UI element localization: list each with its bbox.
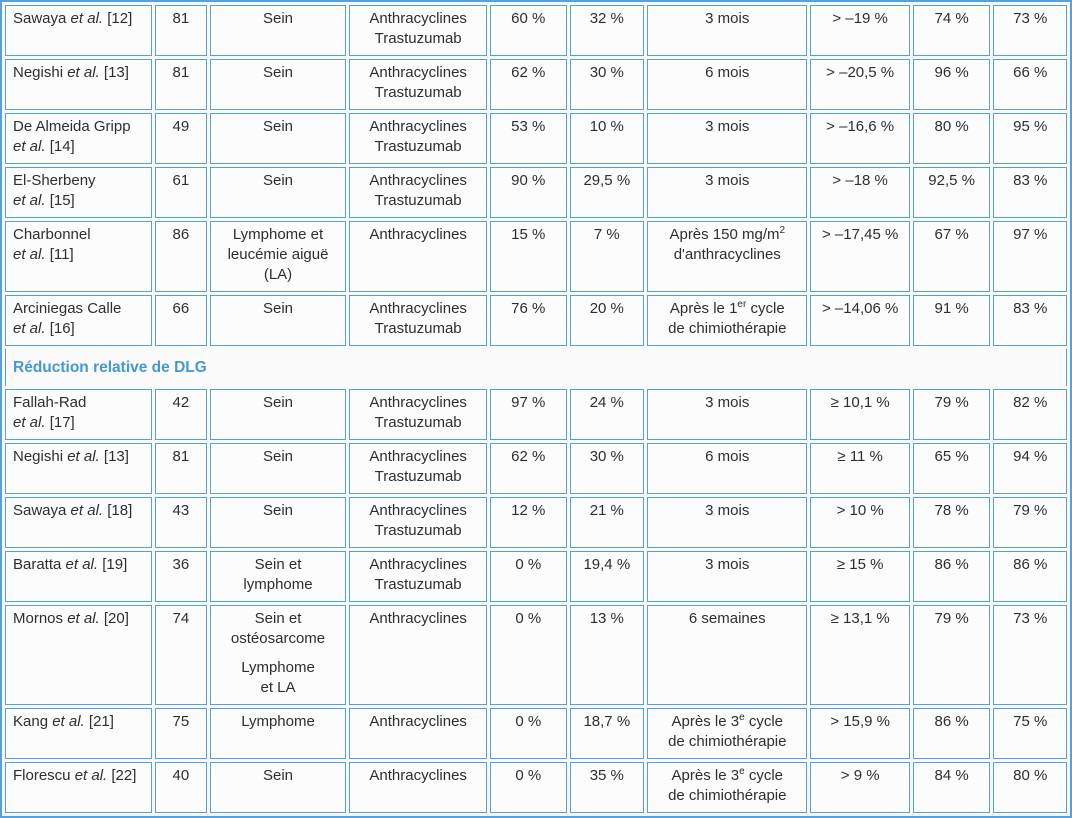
table-cell: Après le 3e cycle de chimiothérapie [647, 762, 807, 813]
table-cell: Après le 3e cycle de chimiothérapie [647, 708, 807, 759]
table-cell: > 10 % [810, 497, 909, 548]
study-cell: De Almeida Gripp et al. [14] [5, 113, 152, 164]
table-cell: 6 mois [647, 443, 807, 494]
table-cell: > –14,06 % [810, 295, 909, 346]
table-cell: 81 [155, 59, 207, 110]
table-cell: 86 % [913, 551, 991, 602]
table-cell: 3 mois [647, 551, 807, 602]
table-cell: Anthracyclines [349, 762, 487, 813]
study-cell: Negishi et al. [13] [5, 443, 152, 494]
table-cell: 13 % [570, 605, 645, 705]
table-cell: Sein [210, 389, 347, 440]
study-cell: Kang et al. [21] [5, 708, 152, 759]
table-cell: 97 % [490, 389, 567, 440]
table-cell: 0 % [490, 708, 567, 759]
table-cell: Anthracyclines Trastuzumab [349, 389, 487, 440]
table-cell: 73 % [993, 605, 1067, 705]
table-cell: 66 [155, 295, 207, 346]
table-cell: 90 % [490, 167, 567, 218]
table-row [5, 708, 1067, 759]
table-cell: 91 % [913, 295, 991, 346]
table-row [5, 221, 1067, 292]
study-cell: Sawaya et al. [12] [5, 5, 152, 56]
table-cell: 97 % [993, 221, 1067, 292]
table-cell: Anthracyclines Trastuzumab [349, 167, 487, 218]
table-cell: 3 mois [647, 113, 807, 164]
table-cell: 0 % [490, 551, 567, 602]
table-cell: Anthracyclines [349, 221, 487, 292]
table-cell: 19,4 % [570, 551, 645, 602]
table-cell: 6 mois [647, 59, 807, 110]
table-cell: 40 [155, 762, 207, 813]
table-cell: 49 [155, 113, 207, 164]
table-cell: 6 semaines [647, 605, 807, 705]
table-row [5, 167, 1067, 218]
table-cell: 12 % [490, 497, 567, 548]
table-cell: > –20,5 % [810, 59, 909, 110]
table-cell: 18,7 % [570, 708, 645, 759]
study-cell: Sawaya et al. [18] [5, 497, 152, 548]
study-cell: Negishi et al. [13] [5, 59, 152, 110]
table-cell: ≥ 13,1 % [810, 605, 909, 705]
table-cell: 75 [155, 708, 207, 759]
table-cell: Anthracyclines [349, 708, 487, 759]
table-cell: Sein et ostéosarcome Lymphome et LA [210, 605, 347, 705]
table-cell: 96 % [913, 59, 991, 110]
table-cell: 79 % [913, 605, 991, 705]
table-cell: 81 [155, 443, 207, 494]
table-cell: Sein [210, 113, 347, 164]
study-cell: Arciniegas Calle et al. [16] [5, 295, 152, 346]
table-cell: 79 % [993, 497, 1067, 548]
table-cell: 10 % [570, 113, 645, 164]
table-cell: Anthracyclines [349, 605, 487, 705]
table-cell: 81 [155, 5, 207, 56]
table-cell: 61 [155, 167, 207, 218]
table-cell: 3 mois [647, 497, 807, 548]
table-cell: 94 % [993, 443, 1067, 494]
table-cell: 7 % [570, 221, 645, 292]
table-cell: 75 % [993, 708, 1067, 759]
table-cell: ≥ 15 % [810, 551, 909, 602]
table-row [5, 762, 1067, 813]
table-cell: 79 % [913, 389, 991, 440]
table-cell: Sein [210, 762, 347, 813]
table-cell: Après le 1er cycle de chimiothérapie [647, 295, 807, 346]
table-row [5, 605, 1067, 705]
table-cell: Sein [210, 295, 347, 346]
table-cell: 15 % [490, 221, 567, 292]
table-cell: 21 % [570, 497, 645, 548]
table-cell: 74 % [913, 5, 991, 56]
table-cell: 29,5 % [570, 167, 645, 218]
table-cell: 3 mois [647, 167, 807, 218]
section-title: Réduction relative de DLG [5, 349, 1067, 386]
table-cell: 3 mois [647, 5, 807, 56]
table-cell: Anthracyclines Trastuzumab [349, 295, 487, 346]
table-cell: 86 % [913, 708, 991, 759]
table-cell: 42 [155, 389, 207, 440]
table-cell: 53 % [490, 113, 567, 164]
table-cell: Lymphome et leucémie aiguë (LA) [210, 221, 347, 292]
table-cell: Sein [210, 167, 347, 218]
table-cell: Anthracyclines Trastuzumab [349, 5, 487, 56]
table-cell: Sein et lymphome [210, 551, 347, 602]
table-cell: 36 [155, 551, 207, 602]
table-cell: 76 % [490, 295, 567, 346]
table-row [5, 113, 1067, 164]
table-cell: 66 % [993, 59, 1067, 110]
table-cell: > –18 % [810, 167, 909, 218]
table-cell: 82 % [993, 389, 1067, 440]
table-cell: > –16,6 % [810, 113, 909, 164]
study-cell: Fallah-Rad et al. [17] [5, 389, 152, 440]
table-cell: 30 % [570, 59, 645, 110]
table-body [5, 5, 1067, 813]
table-cell: 60 % [490, 5, 567, 56]
study-cell: Florescu et al. [22] [5, 762, 152, 813]
table-cell: ≥ 10,1 % [810, 389, 909, 440]
table-cell: Anthracyclines Trastuzumab [349, 59, 487, 110]
table-cell: > 15,9 % [810, 708, 909, 759]
table-row [5, 389, 1067, 440]
table-cell: Sein [210, 5, 347, 56]
table-row [5, 59, 1067, 110]
table-cell: 62 % [490, 59, 567, 110]
table-cell: 78 % [913, 497, 991, 548]
table-cell: 86 % [993, 551, 1067, 602]
study-cell: Baratta et al. [19] [5, 551, 152, 602]
table-row [5, 295, 1067, 346]
table-cell: 86 [155, 221, 207, 292]
table-cell: Anthracyclines Trastuzumab [349, 497, 487, 548]
table-cell: ≥ 11 % [810, 443, 909, 494]
table-cell: 0 % [490, 762, 567, 813]
table-cell: 80 % [913, 113, 991, 164]
table-cell: 24 % [570, 389, 645, 440]
table-cell: > –19 % [810, 5, 909, 56]
table-cell: 67 % [913, 221, 991, 292]
table-cell: 92,5 % [913, 167, 991, 218]
table-cell: 95 % [993, 113, 1067, 164]
table-cell: 73 % [993, 5, 1067, 56]
table-cell: Lymphome [210, 708, 347, 759]
table-row [5, 443, 1067, 494]
table-cell: 20 % [570, 295, 645, 346]
table-cell: 0 % [490, 605, 567, 705]
table-cell: 62 % [490, 443, 567, 494]
study-cell: Charbonnel et al. [11] [5, 221, 152, 292]
table-row [5, 551, 1067, 602]
table-row [5, 5, 1067, 56]
table-cell: 65 % [913, 443, 991, 494]
table-cell: 35 % [570, 762, 645, 813]
table-cell: 32 % [570, 5, 645, 56]
table-cell: Sein [210, 59, 347, 110]
study-cell: Mornos et al. [20] [5, 605, 152, 705]
study-cell: El-Sherbeny et al. [15] [5, 167, 152, 218]
table-row [5, 497, 1067, 548]
table-cell: Anthracyclines Trastuzumab [349, 551, 487, 602]
table-cell: Après 150 $mg/m^2$ d'anthracyclines [647, 221, 807, 292]
table-cell: Sein [210, 497, 347, 548]
table-cell: 74 [155, 605, 207, 705]
table-cell: 43 [155, 497, 207, 548]
table-cell: 83 % [993, 295, 1067, 346]
table-cell: 84 % [913, 762, 991, 813]
table-cell: 3 mois [647, 389, 807, 440]
table-cell: Anthracyclines Trastuzumab [349, 113, 487, 164]
table-cell: 30 % [570, 443, 645, 494]
table-cell: 83 % [993, 167, 1067, 218]
section-header-row [5, 349, 1067, 386]
table-cell: Sein [210, 443, 347, 494]
table-cell: > –17,45 % [810, 221, 909, 292]
table-cell: Anthracyclines Trastuzumab [349, 443, 487, 494]
table-cell: > 9 % [810, 762, 909, 813]
table-cell: 80 % [993, 762, 1067, 813]
